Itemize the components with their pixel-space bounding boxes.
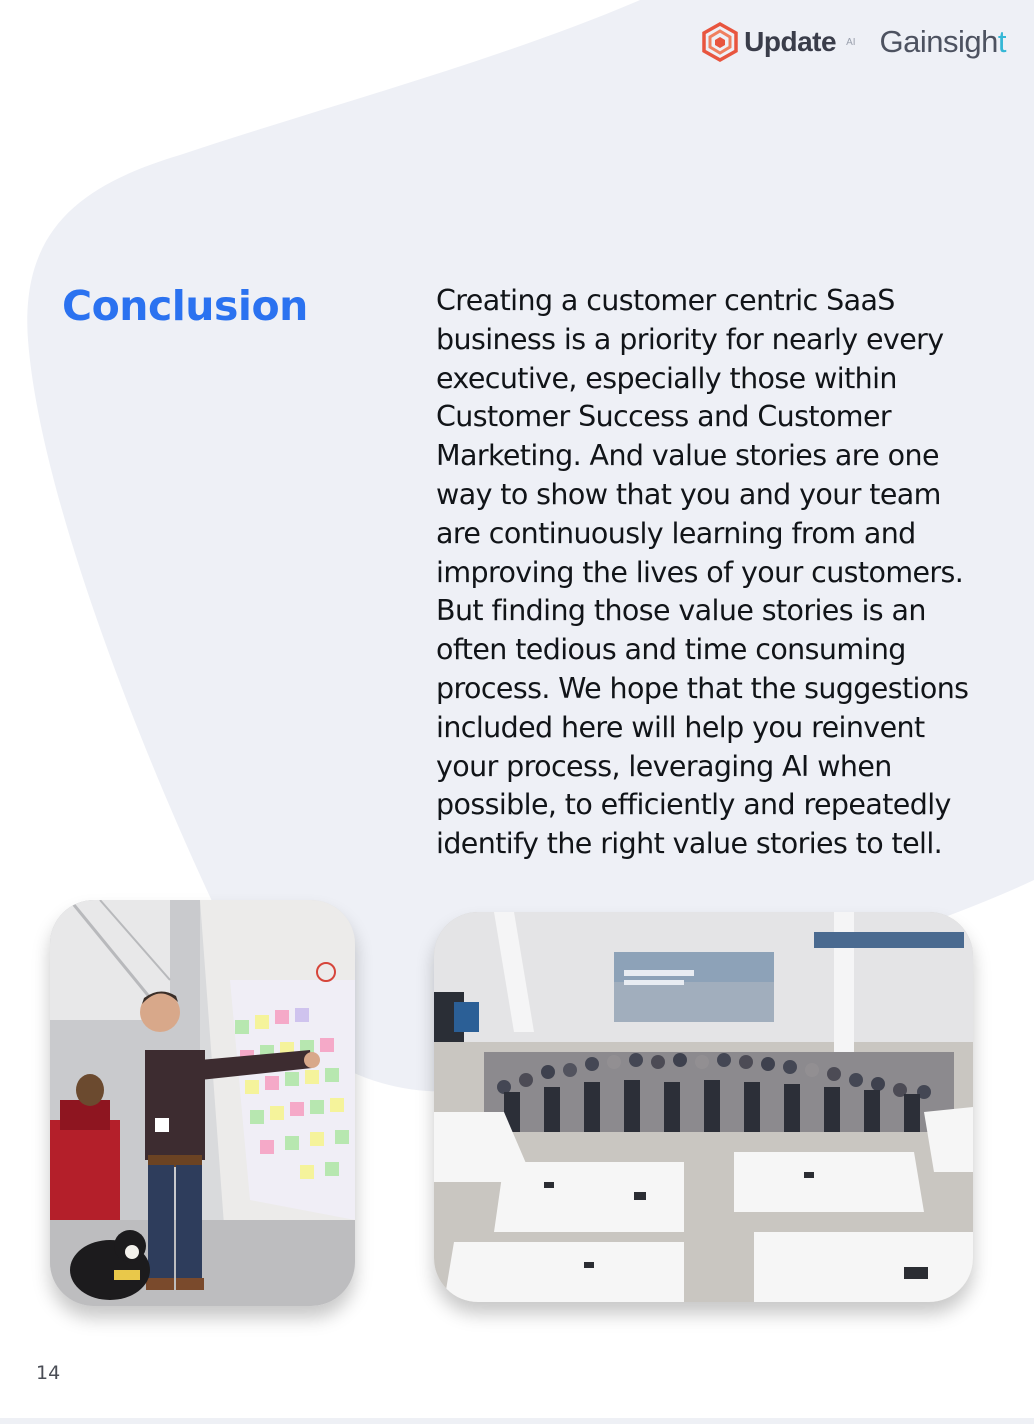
paragraph-line: your process, leveraging AI when bbox=[436, 749, 892, 783]
paragraph-line: Creating a customer centric SaaS bbox=[436, 284, 895, 317]
gainsight-logo-word: Gainsigh bbox=[879, 24, 998, 59]
update-logo-suffix: AI bbox=[846, 36, 856, 48]
gainsight-logo bbox=[880, 24, 1006, 60]
paragraph-line: business is a priority for nearly every bbox=[436, 322, 944, 356]
paragraph-line: often tedious and time consuming bbox=[436, 633, 906, 667]
page-title: Conclusion bbox=[62, 282, 308, 330]
update-logo-icon bbox=[702, 22, 738, 62]
paragraph-line: Marketing. And value stories are one bbox=[436, 439, 939, 473]
page-number: 14 bbox=[36, 1362, 61, 1384]
photo-presenter-sticky-wall bbox=[50, 900, 355, 1306]
paragraph-line: improving the lives of your customers. bbox=[436, 555, 964, 589]
photo-event-group bbox=[434, 912, 973, 1302]
paragraph-line: possible, to efficiently and repeatedly bbox=[436, 788, 951, 822]
gainsight-logo-tail: t bbox=[997, 24, 1006, 59]
paragraph-line: But finding those value stories is an bbox=[436, 594, 926, 628]
update-ai-logo bbox=[702, 22, 855, 62]
paragraph-line: included here will help you reinvent bbox=[436, 710, 925, 744]
paragraph-line: identify the right value stories to tell. bbox=[436, 827, 943, 861]
conclusion-paragraph bbox=[436, 282, 996, 864]
bottom-strip bbox=[0, 1418, 1034, 1424]
paragraph-line: way to show that you and your team bbox=[436, 477, 941, 511]
paragraph-line: are continuously learning from and bbox=[436, 516, 916, 550]
paragraph-line: Customer Success and Customer bbox=[436, 400, 891, 434]
update-logo-word: Update bbox=[744, 26, 837, 57]
header-logos bbox=[702, 22, 1006, 62]
paragraph-line: executive, especially those within bbox=[436, 361, 897, 395]
paragraph-line: process. We hope that the suggestions bbox=[436, 671, 969, 705]
